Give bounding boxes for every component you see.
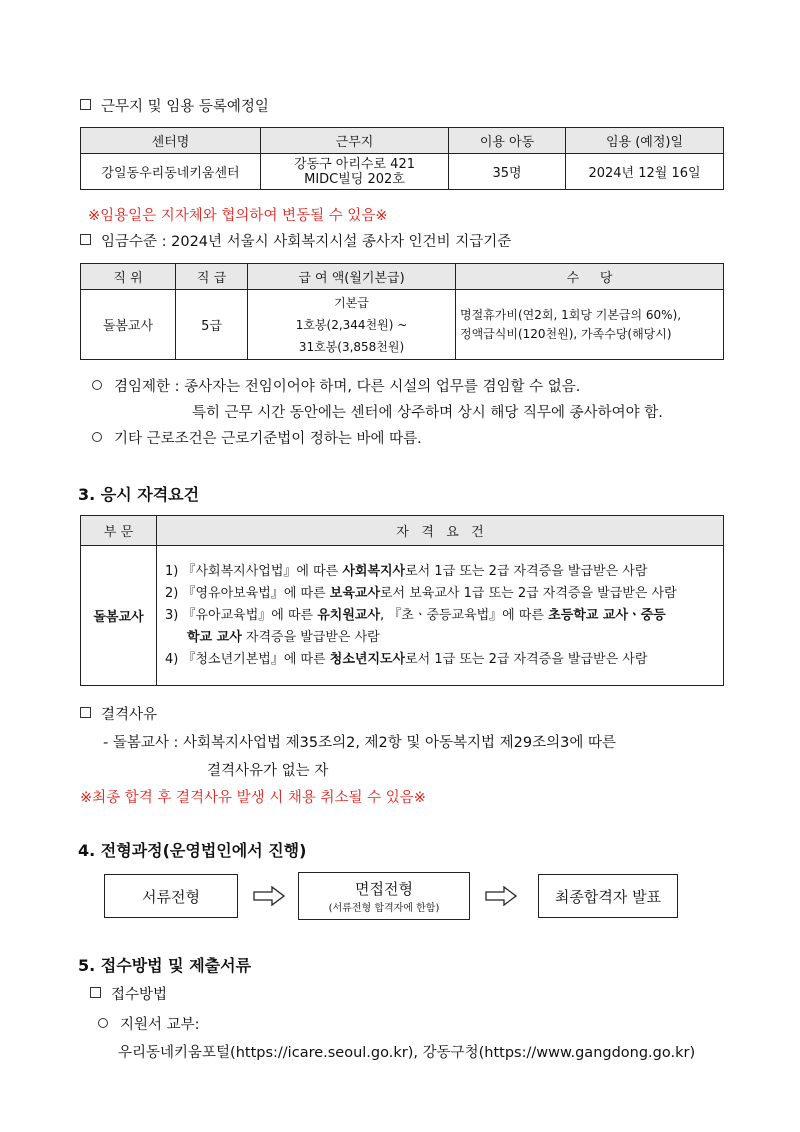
disqualification-note: ※최종 합격 후 결격사유 발생 시 채용 취소될 수 있음※: [80, 790, 426, 806]
workplace-heading: 근무지 및 임용 등록예정일: [80, 95, 269, 116]
allowance-line1: 명절휴가비(연2회, 1회당 기본급의 60%),: [460, 307, 682, 322]
wage-table: [80, 263, 724, 360]
checkbox-square-icon: [80, 99, 91, 110]
header-qualification: 자 격 요 건: [157, 516, 724, 546]
section5-title: 5. 접수방법 및 제출서류: [78, 956, 252, 975]
cell-category: 돌봄교사: [81, 546, 157, 686]
checkbox-square-icon: [80, 234, 91, 245]
header-category: 부 문: [81, 516, 157, 546]
cell-allowance: [456, 290, 724, 360]
circle-bullet-icon: [92, 380, 102, 390]
circle-bullet-icon: [92, 432, 102, 442]
section5-sub: 접수방법: [90, 983, 167, 1004]
arrow-right-icon: [484, 886, 518, 906]
cell-date: 2024년 12월 16일: [566, 154, 724, 190]
cell-center: 강일동우리동네키움센터: [81, 154, 261, 190]
header-date: 임용 (예정)일: [566, 128, 724, 154]
cell-children: 35명: [449, 154, 566, 190]
bullet-concurrent: 겸임제한 : 종사자는 전임이어야 하며, 다른 시설의 업무를 겸임할 수 없음.: [92, 375, 580, 396]
header-address: 근무지: [261, 128, 449, 154]
disqualification-line2: 결격사유가 없는 자: [207, 763, 329, 779]
step-interview-label: 면접전형: [355, 880, 413, 898]
qual-item: 3) 『유아교육법』에 따른 유치원교사, 『초ㆍ중등교육법』에 따른 초등학교 교사ㆍ중등: [165, 607, 666, 623]
qual-item: 1) 『사회복지사업법』에 따른 사회복지사로서 1급 또는 2급 자격증을 발급받은 사람: [165, 563, 648, 579]
workplace-note: ※임용일은 지자체와 협의하여 변동될 수 있음※: [88, 208, 388, 224]
wage-heading: 임금수준 : 2024년 서울시 사회복지시설 종사자 인건비 지급기준: [80, 230, 511, 251]
section3-title: 3. 응시 자격요건: [78, 485, 200, 504]
header-allowance: 수 당: [456, 264, 724, 290]
header-children: 이용 아동: [449, 128, 566, 154]
workplace-table: [80, 127, 724, 190]
cell-pay: [248, 290, 456, 360]
section5-bullet: 지원서 교부:: [98, 1013, 200, 1034]
pay-line1: 기본급: [334, 295, 369, 310]
pay-line3: 31호봉(3,858천원): [298, 339, 405, 354]
qual-item: 4) 『청소년기본법』에 따른 청소년지도사로서 1급 또는 2급 자격증을 발급받은 사람: [165, 651, 648, 667]
pay-line2: 1호봉(2,344천원) ~: [295, 317, 408, 332]
step-document: 서류전형: [104, 874, 238, 918]
header-center: 센터명: [81, 128, 261, 154]
step-final: 최종합격자 발표: [538, 874, 678, 918]
qualification-list: [157, 546, 724, 686]
arrow-right-icon: [252, 886, 286, 906]
qual-item-cont: 학교 교사 자격증을 발급받은 사람: [187, 629, 380, 645]
allowance-line2: 정액급식비(120천원), 가족수당(해당시): [460, 326, 672, 341]
cell-position: 돌봄교사: [81, 290, 176, 360]
address-line1: 강동구 아리수로 421: [294, 156, 415, 172]
circle-bullet-icon: [98, 1018, 108, 1028]
address-line2: MIDC빌딩 202호: [304, 171, 405, 187]
step-interview-note: (서류전형 합격자에 한함): [328, 903, 440, 914]
header-pay: 급 여 액(월기본급): [248, 264, 456, 290]
qualification-table: [80, 515, 724, 686]
qual-item: 2) 『영유아보육법』에 따른 보육교사로서 보육교사 1급 또는 2급 자격증을 발급받은 사람: [165, 585, 677, 601]
header-position: 직 위: [81, 264, 176, 290]
disqualification-line1: - 돌봄교사 : 사회복지사업법 제35조의2, 제2항 및 아동복지법 제29조의3에 따른: [103, 735, 616, 751]
header-grade: 직 급: [176, 264, 248, 290]
cell-grade: 5급: [176, 290, 248, 360]
bullet-concurrent-cont: 특히 근무 시간 동안에는 센터에 상주하며 상시 해당 직무에 종사하여야 함.: [192, 405, 663, 421]
cell-address: [261, 154, 449, 190]
step-interview: [298, 872, 470, 920]
section4-title: 4. 전형과정(운영법인에서 진행): [78, 841, 307, 860]
section5-detail: 우리동네키움포털(https://icare.seoul.go.kr), 강동구청(https://www.gangdong.go.kr): [118, 1045, 696, 1061]
bullet-other: 기타 근로조건은 근로기준법이 정하는 바에 따름.: [92, 427, 422, 448]
checkbox-square-icon: [90, 987, 101, 998]
disqualification-heading: 결격사유: [80, 703, 157, 724]
checkbox-square-icon: [80, 707, 91, 718]
